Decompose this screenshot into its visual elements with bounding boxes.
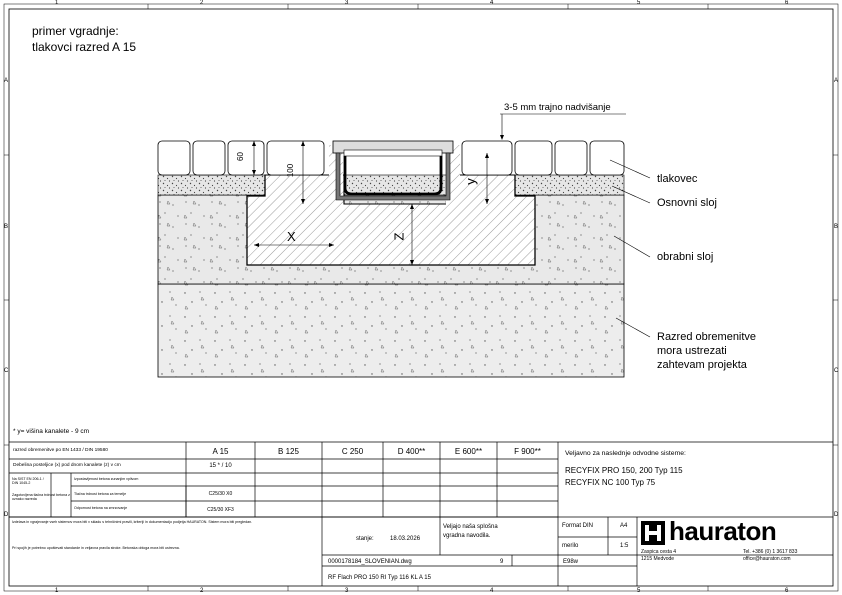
footnote: * y= višina kanalete - 9 cm	[13, 428, 90, 435]
dim-y: y	[462, 178, 478, 185]
grid-row-label: C	[4, 368, 9, 374]
grid-col-label: 2	[200, 0, 204, 6]
drawing-subtitle: tlakovci razred A 15	[32, 40, 137, 54]
valid-system-1: RECYFIX PRO 150, 200 Typ 115	[565, 466, 683, 475]
callout-overheight: 3-5 mm trajno nadvišanje	[504, 102, 611, 113]
concrete-xf3: C25/30 XF3	[207, 507, 234, 513]
grid-col-label: 6	[785, 588, 789, 594]
subbase-layer	[158, 284, 624, 377]
class-f900: F 900**	[514, 447, 541, 456]
drawing-index: 9	[500, 559, 504, 565]
class-b125: B 125	[278, 447, 299, 456]
strength-label: Zagotovljena tlačna trdnost betona z oznako razreda	[12, 493, 70, 502]
paver	[193, 141, 225, 175]
paver	[267, 141, 324, 178]
grid-col-label: 4	[490, 588, 494, 594]
callout-load-3: zahtevam projekta	[657, 359, 747, 371]
stanje-label: stanje:	[356, 536, 374, 542]
dim-100: 100	[286, 163, 296, 178]
valid-systems-label: Veljavno za naslednje odvodne sisteme:	[565, 450, 686, 457]
company-email: office@hauraton.com	[743, 556, 791, 562]
callout-wear: obrabni sloj	[657, 251, 714, 263]
callout-load-2: mora ustrezati	[657, 345, 727, 357]
grid-col-label: 3	[345, 588, 349, 594]
grid-row-label: D	[4, 512, 9, 518]
concrete-x0: C25/30 X0	[208, 491, 233, 497]
callout-load-1: Razred obremenitve	[657, 331, 757, 343]
grid-col-label: 2	[200, 588, 204, 594]
valid-system-2: RECYFIX NC 100 Typ 75	[565, 478, 656, 487]
grid-row-label: D	[834, 512, 839, 518]
class-a15: A 15	[212, 447, 229, 456]
grid-col-label: 5	[637, 588, 641, 594]
grid-col-label: 1	[55, 0, 59, 6]
grid-row-label: B	[4, 224, 9, 230]
drawing-code: E98w	[563, 559, 579, 565]
paver	[158, 141, 190, 175]
dim-60: 60	[235, 152, 245, 161]
drawing-description: RF Flach PRO 150 RI Typ 116 KL A 15	[328, 575, 431, 581]
stanje-value: 18.03.2026	[390, 536, 421, 542]
scale-label: merilo	[562, 543, 579, 549]
bedding-value: 15 * / 10	[209, 463, 232, 469]
grid-col-label: 5	[637, 0, 641, 6]
dim-x: X	[287, 229, 296, 244]
callout-base: Osnovni sloj	[657, 197, 717, 209]
install-note-2: Pri spojih je potrebno upoštevati standarde in veljavna pravila stroke. Betonska obloga mora biti ustrezna.	[12, 546, 180, 550]
company-address-1: Zaspica cesta 4	[641, 549, 677, 555]
class-d400: D 400**	[397, 447, 426, 456]
hauraton-logo-mark	[641, 521, 665, 545]
grid-row-label: C	[834, 368, 839, 374]
company-phone: Tel. +386 (0) 1 3617 833	[743, 549, 798, 555]
grid-col-label: 4	[490, 0, 494, 6]
drawing-title: primer vgradnje:	[32, 24, 119, 38]
format-label: Format DIN	[562, 523, 594, 529]
standard-label: Na SIST EN 206-1 / DIN 1045-2	[12, 477, 44, 486]
grid-row-label: A	[4, 78, 9, 84]
foundation-label: Tlačna trdnost betona za temelje	[74, 492, 127, 496]
company-logo-text: hauraton	[669, 516, 777, 546]
exposure-label: Izpostavljenost betona zunanjim vplivom	[74, 477, 139, 481]
paver	[590, 141, 624, 175]
paver	[228, 141, 264, 175]
paver	[555, 141, 587, 175]
grid-row-label: A	[834, 78, 839, 84]
grid-col-label: 6	[785, 0, 789, 6]
format-value: A4	[620, 523, 628, 529]
class-c250: C 250	[341, 447, 364, 456]
load-class-label: razred obremenitve po EN 1433 / DIN 19580	[13, 448, 108, 453]
grid-row-label: B	[834, 224, 839, 230]
dim-z: Z	[391, 232, 407, 241]
callout-paver: tlakovec	[657, 173, 698, 185]
paver	[515, 141, 552, 175]
bedding-label: Debelina posteljice (x) pod dnom kanalete (z) v cm	[13, 463, 121, 468]
company-address-2: 1215 Medvode	[641, 556, 675, 562]
scale-value: 1:5	[620, 543, 629, 549]
grid-col-label: 1	[55, 588, 59, 594]
frost-label: Odpornost betona na zmrzovanje	[74, 506, 128, 510]
install-note-1: Izdelava in vgrajevanje vseh sistemov mora biti v skladu s tehničnimi pravili, kriteriji in dokumentacijo podjetja HAURATON. Sistem mora biti pregledan.	[12, 520, 253, 524]
general-note: Veljajo naša splošna vgradna navodila.	[443, 524, 498, 539]
class-e600: E 600**	[454, 447, 483, 456]
grid-col-label: 3	[345, 0, 349, 6]
drawing-file: 0000178184_SLOVENIAN.dwg	[328, 559, 412, 565]
